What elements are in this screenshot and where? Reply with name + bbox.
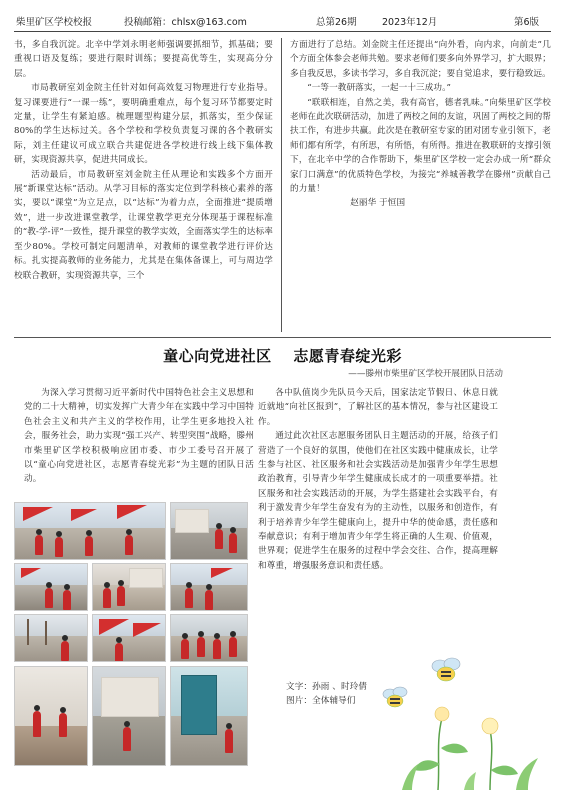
headline-part-2: 志愿青春绽光彩: [293, 347, 402, 365]
photo-flags-red: [92, 614, 166, 662]
section-divider: [14, 337, 551, 338]
article-headline: [0, 345, 565, 366]
photo-sweeping: [170, 502, 248, 560]
photo-volunteers: [170, 614, 248, 662]
paragraph: 为深入学习贯彻习近平新时代中国特色社会主义思想和党的二十大精神，切实发挥广大青少年在实践中学习中国特色社会主义和共产主义的学校作用，让学生更多地投入社会，服务社会，助力实现“强工兴产、转型突围”战略，滕州市柴里矿区学校积极响应团市委、市少工委号召开展了以“童心向党进社区，志愿青春绽光彩”为主题的团队日活动。: [24, 388, 254, 485]
paragraph: 活动最后，市局教研室刘金院主任从理论和实践多个方面开展“新课堂达标”活动。从学习目标的落实定位到学科核心素养的落实，要以“课堂”为立足点，以“达标”为着力点，全面推进“提质增效”，进一步改进课堂教学，让课堂教学更充分体现基于课程标准的“教-学-评”一致性，提升课堂的教学实效，全面落实学生的达标率至少80%。学校可制定问题清单，对教师的课堂教学进行评价达标。扎实提高教师的业务能力，尤其是在集体备课上，可与周边学校联合教研，实现资源共享，三个: [14, 169, 273, 281]
photo-trees: [14, 614, 88, 662]
article-body: [258, 386, 498, 678]
column-divider: [281, 38, 282, 332]
paragraph: 书，多自我沉淀。北辛中学刘永明老师强调要抓细节，抓基础；要重视口语及复练；要进行限时训练；要提高优等生，实现高分分层。: [14, 40, 273, 79]
issue-date: 2023年12月: [382, 17, 438, 28]
page-number: 第6版: [514, 17, 540, 28]
photo-entrance: [92, 666, 166, 766]
bee-icon: [432, 658, 460, 681]
paragraph: 市局教研室刘金院主任针对如何高效复习物理进行专业指导。复习课要进行“一课一练”，要明确重难点，每个复习环节都要定时定量，让学生有紧迫感。梳理题型构建分层，抓落实，至少保证80%的学生达标过关。各个学校和学校负责复习课的各个教研实际，刘主任建议可成立联合共建促进各学校进行线上线下集体教研，实现资源共享，促进共同成长。: [14, 83, 273, 166]
paragraph: 各中队值岗少先队员今天后，国家法定节假日、休息日就近就地“向社区报到”，了解社区的基本情况，参与社区建设工作。: [258, 388, 498, 427]
bee-flower-decoration: [378, 652, 558, 792]
photo-cleanup: [92, 563, 166, 611]
paragraph: 方面进行了总结。刘金院主任还提出“向外看，向内求，向前走”几个方面全体参会老师共勉。要求老师们要多向外界学习，扩大眼界；多自我反思，多读书学习，多自我沉淀；要自觉追求，要行稳致远。: [290, 40, 551, 79]
submission-email: 投稿邮箱：chlsx@163.com: [124, 17, 247, 28]
paragraph: “联联相连，自然之美，我有高官，德者乳味。”向柴里矿区学校老师在此次联研活动，加进了两校之间的友谊，巩固了两校之间的帮扶工作，有进步共赢。此次是在教研室专家的团对团专业引领下，老师们都有所学，有所思，有所悟，有所得。推进在教联研的支撑引领下，在北辛中学的合作帮助下，柴里矿区学校一定会办成一所“群众家门口满意”的优质特色学校，为接完“养城善教学在滕州”贡献自己的力量！: [290, 97, 551, 195]
bee-icon: [383, 687, 407, 707]
photo-kiosk: [170, 666, 248, 766]
author-signature: 赵丽华 于恒国: [350, 198, 406, 209]
photo-street: [14, 563, 88, 611]
issue-number: 总第26期: [316, 17, 357, 28]
paragraph: “一等一教研落实，一起一十三成功。”: [307, 83, 451, 94]
photo-corridor: [14, 666, 88, 766]
top-left-column: [14, 38, 273, 332]
article-intro: [24, 386, 254, 496]
flower-icon: [414, 707, 468, 790]
school-name: 柴里矿区学校校报: [16, 17, 93, 28]
masthead: [14, 10, 551, 32]
headline-part-1: 童心向党进社区: [163, 347, 272, 365]
credit-text: 文字：孙雨 、时玲倩: [286, 682, 368, 692]
photo-community: [170, 563, 248, 611]
flower-icon: [482, 718, 518, 790]
top-right-column: [290, 38, 551, 332]
photo-flag-group: [14, 502, 166, 560]
credit-photo: 图片：全体辅导们: [286, 696, 356, 707]
paragraph: 通过此次社区志愿服务团队日主题活动的开展，给孩子们营造了一个良好的氛围，使他们在社区实践中健康成长，让学生参与社区、社区服务和社会实践活动是加强青少年学生思想政治教育，引导青少年学生健康成长成才的一项重要举措。社区服务和社会实践活动的开展，为学生搭建社会实践平台，有利于激发青少年学生奋发有为的主动性，以服务和创造作，有利于培养青少年学生健康向上，提升中华的使命感，责任感和奉献意识；有利于增加青少年学生将正确的人生观、价值观，世界观；促进学生在服务的过程中学会交往、合作，提高理解和尊重，增强服务意识和责任感。: [258, 431, 498, 571]
article-byline: ——滕州市柴里矿区学校开展团队日活动: [348, 369, 503, 379]
